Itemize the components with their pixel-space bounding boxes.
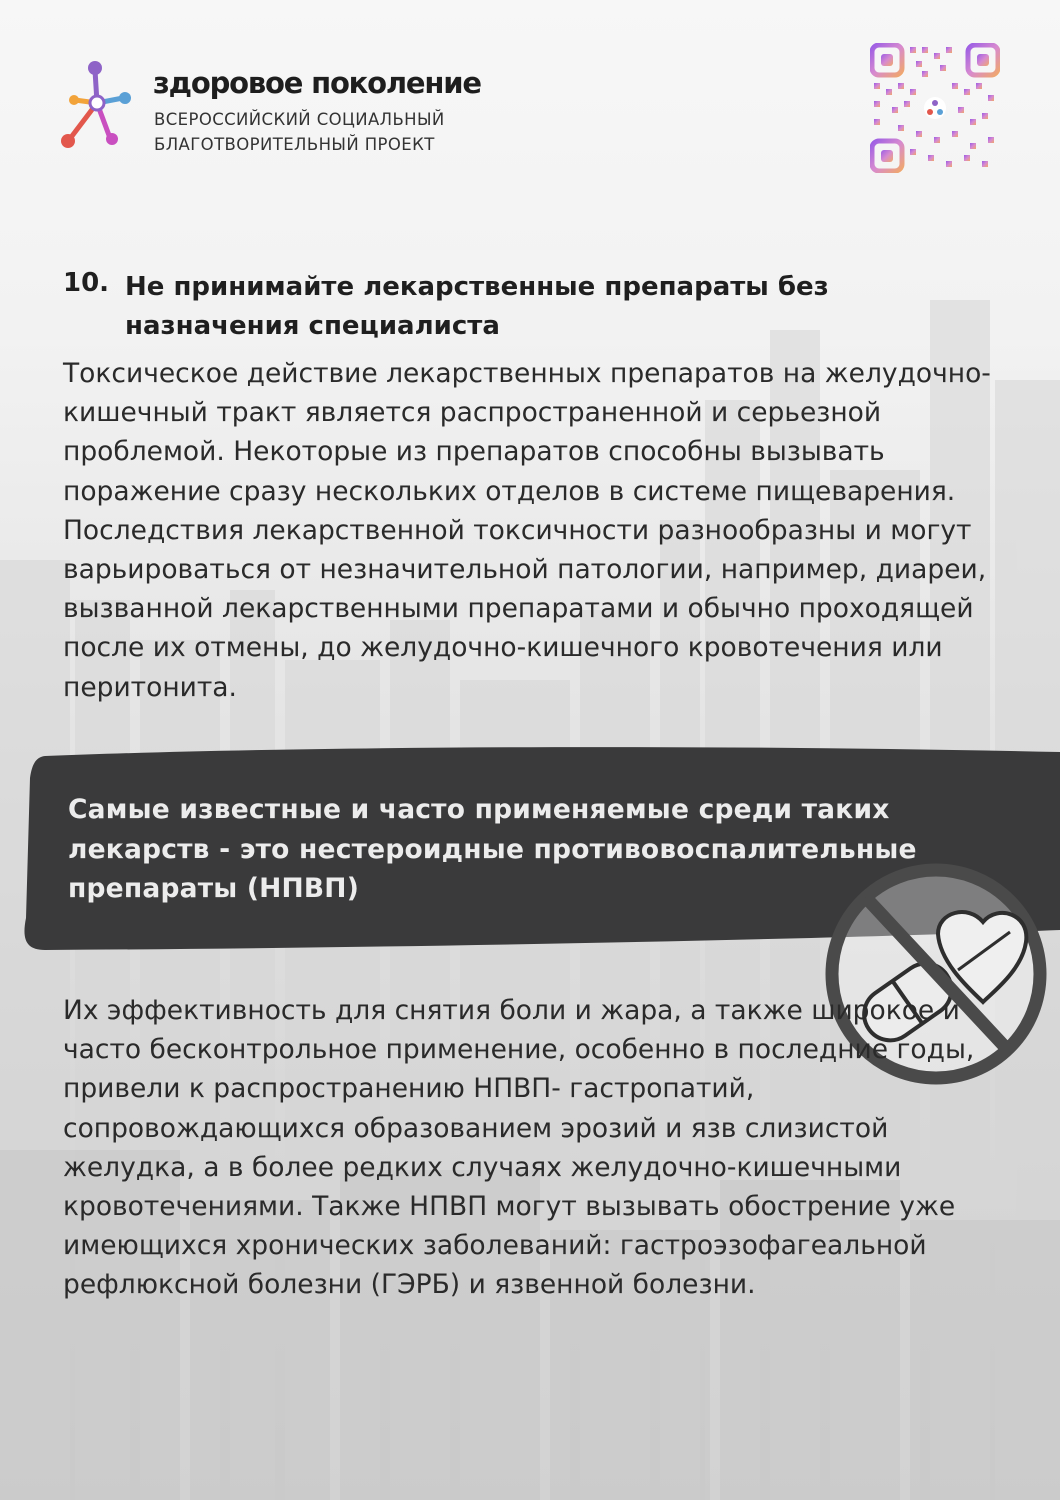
section-title: Не принимайте лекарственные препараты без назначения специалиста bbox=[125, 272, 829, 341]
qr-code-icon[interactable] bbox=[870, 43, 1000, 173]
paragraph-toxicity: Токсическое действие лекарственных препаратов на желудочно-кишечный тракт является распространенной и серьезной проблемой. Некоторые из препаратов способны вызывать поражение сразу нескольких отделов в системе пищеварения. Последствия лекарственной токсичности разнообразны и могут варьироваться от незначительной патологии, например, диареи, вызванной лекарственными препаратами и обычно проходящей после их отмены, до желудочно-кишечного кровотечения или перитонита. bbox=[63, 358, 991, 703]
brand-subtitle-line1: ВСЕРОССИЙСКИЙ СОЦИАЛЬНЫЙ bbox=[154, 110, 445, 129]
brand-subtitle-line2: БЛАГОТВОРИТЕЛЬНЫЙ ПРОЕКТ bbox=[154, 135, 435, 154]
highlight-text: Самые известные и часто применяемые среди таких лекарств - это нестероидные противовоспалительные препараты (НПВП) bbox=[68, 794, 917, 904]
molecule-logo-icon bbox=[55, 58, 140, 153]
brand-title: здоровое поколение bbox=[153, 66, 481, 100]
paragraph-nsaid-effects: Их эффективность для снятия боли и жара, а также широкое и часто бесконтрольное применение, особенно в последние годы, привели к распространению НПВП- гастропатий, сопровождающихся образованием эрозий и язв слизистой желудка, а в более редких случаях желудочно-кишечными кровотечениями. Также НПВП могут вызывать обострение уже имеющихся хронических заболеваний: гастроэзофагеальной рефлюксной болезни (ГЭРБ) и язвенной болезни. bbox=[63, 995, 975, 1301]
section-number: 10. bbox=[63, 268, 110, 298]
